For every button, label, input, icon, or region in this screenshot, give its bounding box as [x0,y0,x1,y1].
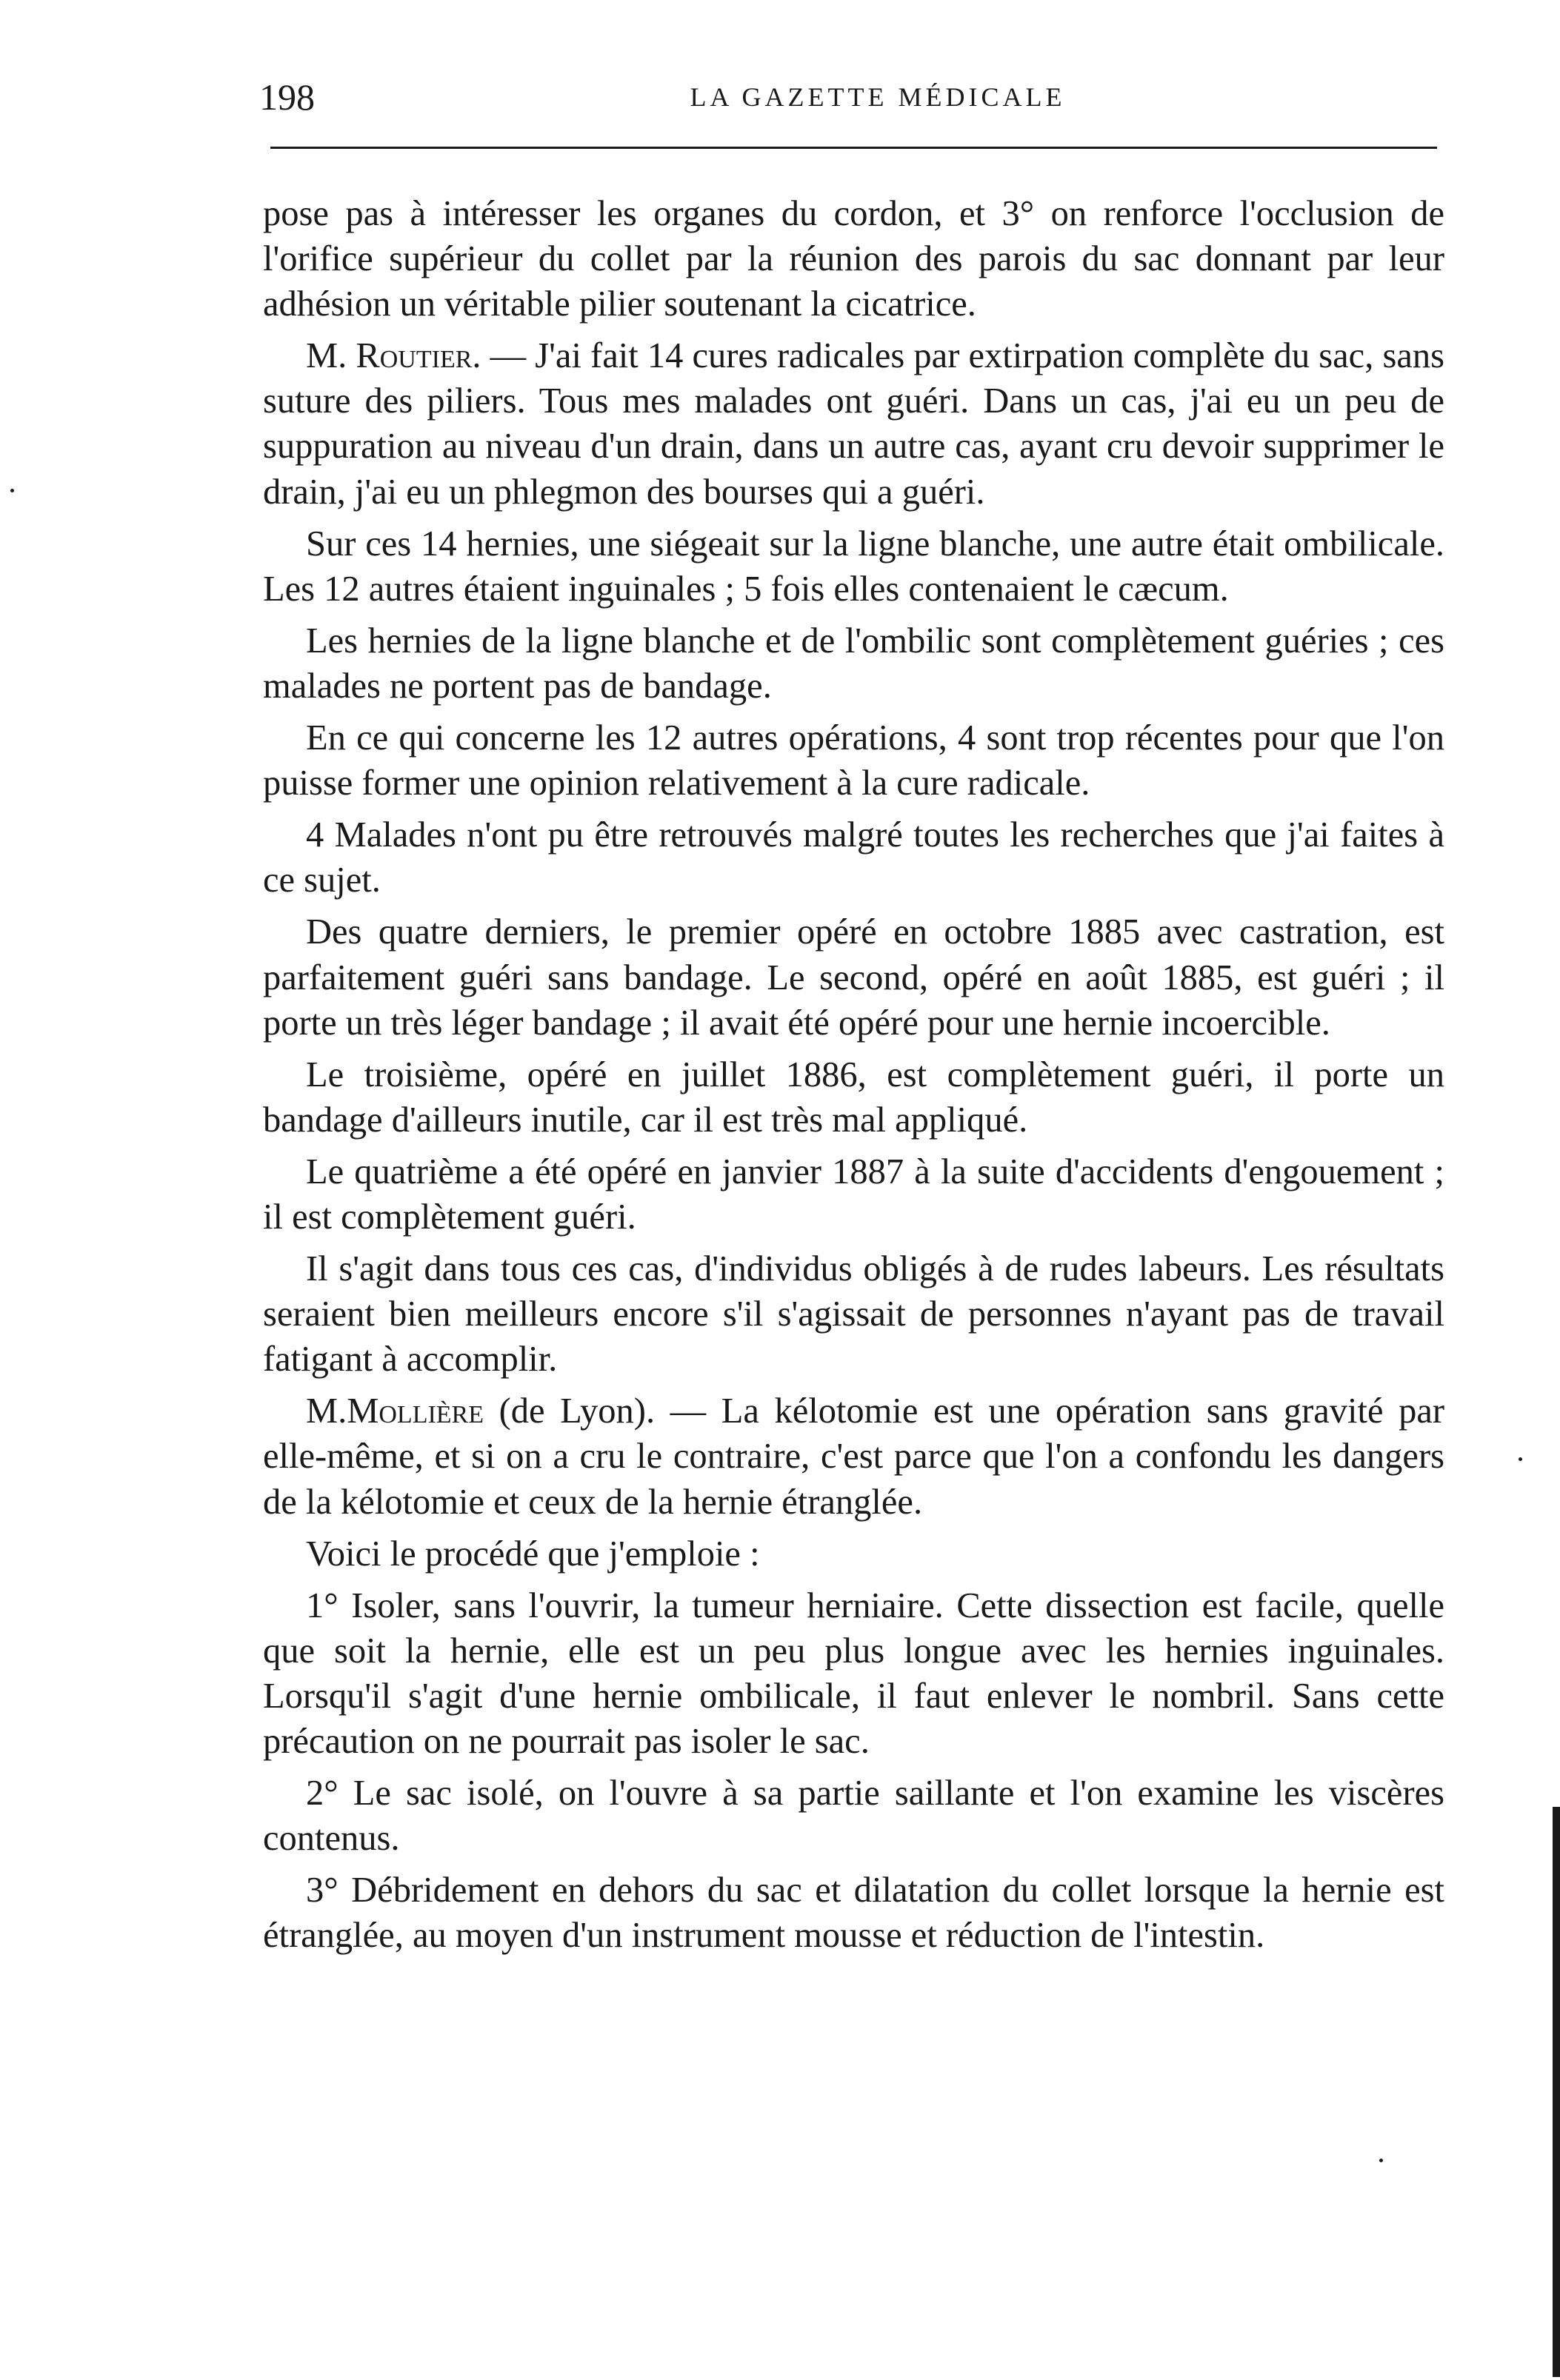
paragraph-text: Le troisième, opéré en juillet 1886, est complètement guéri, il porte un bandage d'ailleurs inutile, car il est très mal appliqué. [263,1054,1444,1140]
paragraph [263,1052,1444,1143]
page-edge-shadow [1553,1807,1560,2377]
paragraph-text: (de Lyon). — La kélotomie est une opération sans gravité par elle-même, et si on a cru le contraire, c'est parce que l'on a confondu les dangers de la kélotomie et ceux de la hernie étranglée. [263,1391,1444,1522]
speaker-name: M. Routier. [306,336,481,376]
paragraph [263,1149,1444,1240]
paragraph-text: Les hernies de la ligne blanche et de l'ombilic sont complètement guéries ; ces malades ne portent pas de bandage. [263,621,1444,706]
paragraph [263,812,1444,903]
paragraph [263,618,1444,709]
paragraph-text: Des quatre derniers, le premier opéré en octobre 1885 avec castration, est parfaitement guéri sans bandage. Le second, opéré en août 1885, est guéri ; il porte un très léger bandage ; il avait été opéré pour une hernie incoercible. [263,912,1444,1043]
running-title: LA GAZETTE MÉDICALE [690,82,1066,112]
paragraph-text: Le quatrième a été opéré en janvier 1887 à la suite d'accidents d'engouement ; il est complètement guéri. [263,1151,1444,1237]
paragraph [263,333,1444,514]
paragraph [263,1583,1444,1764]
paragraph [263,715,1444,806]
speaker-name: M.Mollière [306,1391,484,1431]
paragraph-text: Voici le procédé que j'emploie : [306,1534,760,1574]
paragraph [263,191,1444,327]
scan-speck [1379,2159,1383,2162]
paragraph-text: Il s'agit dans tous ces cas, d'individus obligés à de rudes labeurs. Les résultats seraient bien meilleurs encore s'il s'agissait de personnes n'ayant pas de travail fatigant à accomplir. [263,1249,1444,1380]
scan-speck [1519,1457,1522,1461]
paragraph [263,1388,1444,1524]
paragraph-text: 3° Débridement en dehors du sac et dilatation du collet lorsque la hernie est étranglée, au moyen d'un instrument mousse et réduction de l'intestin. [263,1871,1444,1956]
paragraph-text: — J'ai fait 14 cures radicales par extirpation complète du sac, sans suture des piliers. Tous mes malades ont guéri. Dans un cas, j'ai eu un peu de suppuration au niveau d'un drain, dans un autre cas, ayant cru devoir supprimer le drain, j'ai eu un phlegmon des bourses qui a guéri. [263,336,1444,512]
paragraph [263,1771,1444,1861]
paragraph-text: Sur ces 14 hernies, une siégeait sur la ligne blanche, une autre était ombilicale. Les 12 autres étaient inguinales ; 5 fois elles contenaient le cæcum. [263,524,1444,609]
paragraph-text: En ce qui concerne les 12 autres opérations, 4 sont trop récentes pour que l'on puisse former une opinion relativement à la cure radicale. [263,718,1444,803]
body-text [263,191,1444,1965]
paragraph [263,1531,1444,1577]
paragraph-text: 4 Malades n'ont pu être retrouvés malgré toutes les recherches que j'ai faites à ce sujet. [263,815,1444,900]
paragraph [263,1868,1444,1958]
paragraph-text: 2° Le sac isolé, on l'ouvre à sa partie saillante et l'on examine les viscères contenus. [263,1774,1444,1859]
paragraph-text: pose pas à intéresser les organes du cordon, et 3° on renforce l'occlusion de l'orifice supérieur du collet par la réunion des parois du sac donnant par leur adhésion un véritable pilier soutenant la cicatrice. [263,194,1444,324]
paragraph [263,1246,1444,1382]
paragraph [263,521,1444,612]
header-rule [270,147,1437,149]
page-header [259,71,1437,123]
paragraph [263,909,1444,1045]
paragraph-text: 1° Isoler, sans l'ouvrir, la tumeur herniaire. Cette dissection est facile, quelle que soit la hernie, elle est un peu plus longue avec les hernies inguinales. Lorsqu'il s'agit d'une hernie ombilicale, il faut enlever le nombril. Sans cette précaution on ne pourrait pas isoler le sac. [263,1585,1444,1761]
scan-speck [10,489,14,492]
page-number: 198 [259,76,315,118]
